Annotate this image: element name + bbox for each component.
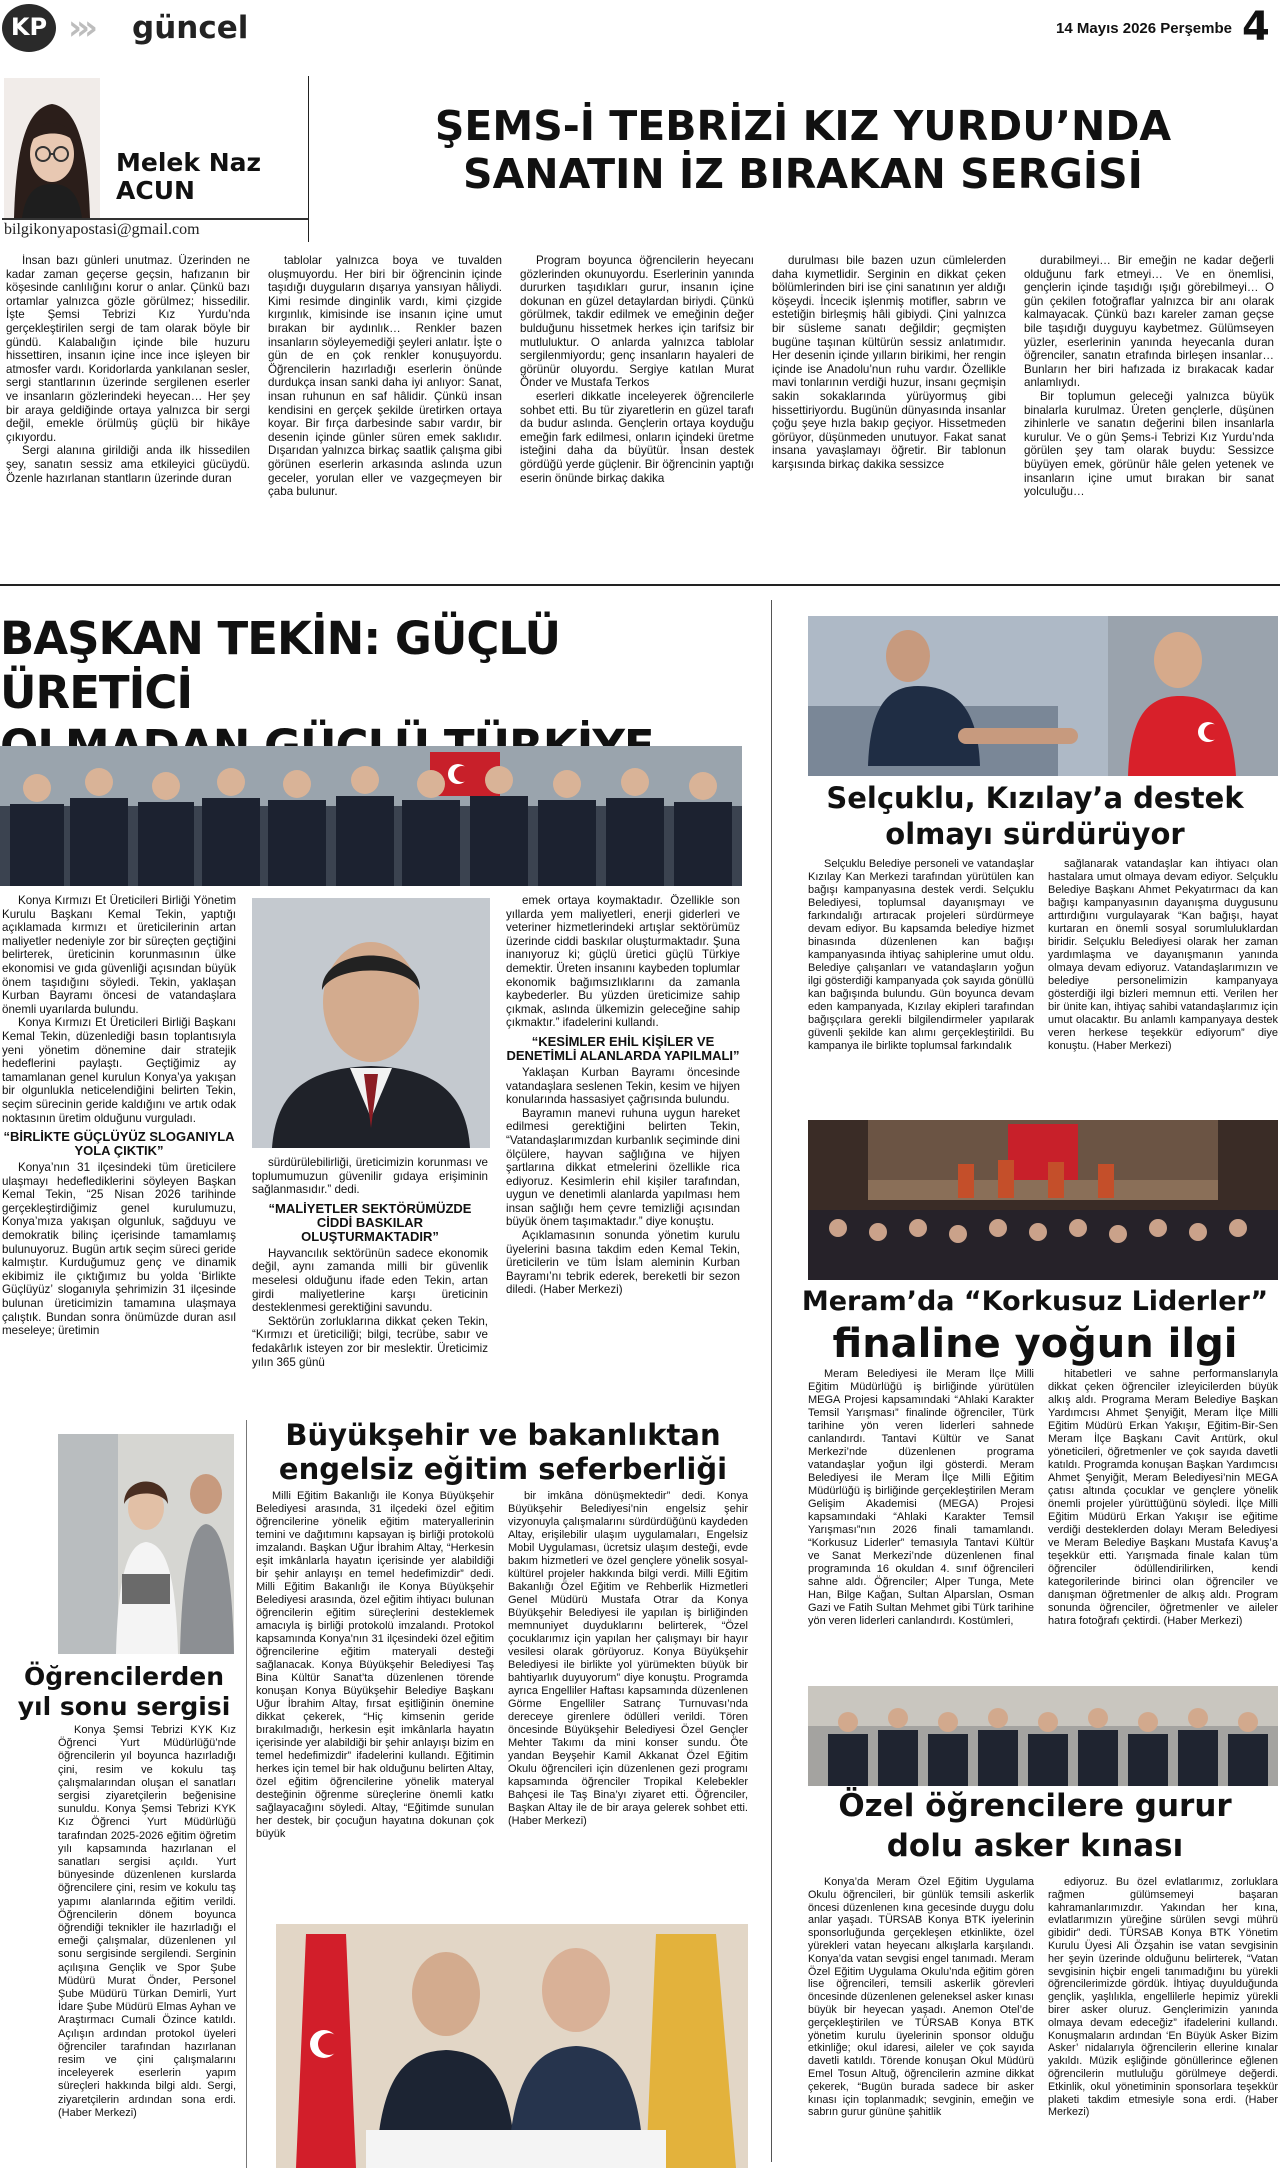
paragraph: Bir toplumun geleceği yalnızca büyük binalarla kurulmaz. Üreten gençlerle, düşünen zihinlerle ve sanatın değerini bilen insanlarla kurulur. Ve o gün Şems-i Tebrizi Kız Yurdu’nda görülen şey tam olarak buydu: Sessizce büyüyen emek, görünür hâle gelen yetenek ve insanların içine umut bırakan bir sanat yolculuğu…	[1024, 389, 1274, 499]
author-email: bilgikonyapostasi@gmail.com	[4, 221, 200, 238]
article5-col2	[508, 1490, 748, 1910]
article7-title-line1: Özel öğrencilere gurur	[838, 1788, 1232, 1824]
paragraph: Selçuklu Belediye personeli ve vatandaşlar Kızılay Kan Merkezi tarafından yürütülen kan bağışı kampanyasına destek verdi. Selçuklu Belediyesi, toplumsal dayanışmayı ve farkındalığı artıracak projeleri sürdürmeye devam ediyor. Bu kapsamda belediye hizmet binasında düzenlenen kan bağışı kampanyasında ihtiyaç sahiplerine umut oldu. Belediye çalışanları ve vatandaşların yoğun ilgi gösterdiği kampanyada çok sayıda gönüllü kan bağışında bulundu. Gün boyunca devam eden kampanyada, Kızılay ekipleri tarafından bağışçılara gerekli bilgilendirmeler yapılarak güvenli şekilde kan alımı gerçekleştirildi. Bu kampanya ile birlikte toplumsal farkındalık	[808, 858, 1034, 1052]
article1-title-line1: ŞEMS-İ TEBRİZİ KIZ YURDU’NDA	[434, 102, 1172, 150]
article7-col2	[1048, 1876, 1278, 2166]
subheading: “KESİMLER EHİL KİŞİLER VE DENETİMLİ ALANLARDA YAPILMALI”	[506, 1033, 740, 1063]
article5-title-line1: Büyükşehir ve bakanlıktan	[285, 1418, 721, 1452]
article2-title-line1: BAŞKAN TEKİN: GÜÇLÜ ÜRETİCİ	[0, 612, 561, 719]
paragraph: Yaklaşan Kurban Bayramı öncesinde vatandaşlara seslenen Tekin, kesim ve hijyen konularında hassasiyet çağrısında bulundu.	[506, 1065, 740, 1107]
article5-col1	[256, 1490, 494, 1910]
paragraph: Program boyunca öğrencilerin heyecanı gözlerinden okunuyordu. Eserlerinin yanında dururken taşıdıkları gurur, insanın içine dokunan en güzel detaylardan biriydi. Çünkü görülmek, takdir edilmek ve emeğinin değer bulduğunu hissetmek herkes için tarifsiz bir mutluluktur. O anlarda yalnızca tablolar sergilenmiyordu; genç insanların hayaleri de görünür oluyordu. Sergiye katılan Murat Önder ve Mustafa Terkos	[520, 254, 754, 390]
article1-col1	[6, 254, 250, 576]
article2-col1	[2, 894, 236, 1390]
paragraph: bir imkâna dönüşmektedir” dedi. Konya Büyükşehir Belediyesi’nin engelsiz şehir vizyonuyla çalışmalarını sürdürdüğünü kaydeden Altay, erişilebilir ulaşım uygulamaları, Engelsiz Mobil Uygulaması, ücretsiz ulaşım desteği, evde bakım hizmetleri ve özel gençlere yönelik sosyal-kültürel projeler hakkında bilgi verdi. Milli Eğitim Bakanlığı Özel Eğitim ve Rehberlik Hizmetleri Genel Müdürü Mustafa Otrar da Konya Büyükşehir Belediyesi ile yapılan iş birliğinden memnuniyet duyduklarını belirterek, “Özel çocuklarımız için yapılan her çalışmayı bir hayır vesilesi olarak görüyoruz. Konya Büyükşehir Belediyesi ile birlikte yol yürümekten büyük bir bahtiyarlık duyuyorum” diye konuştu. Programda ayrıca Engelliler Haftası kapsamında düzenlenen Görme Engelliler Satranç Turnuvası’nda dereceye girenlere ödülleri verildi. Tören öncesinde Büyükşehir Belediyesi Özel Gençler Mehter Takımı da mini konser sundu. Öte yandan Beyşehir Kamil Akkanat Özel Eğitim Okulu öğrencileri için düzenlenen gezi programı kapsamında öğrenciler Tropikal Kelebekler Bahçesi ile Taş Bina’yı ziyaret etti. Öğrenciler, Başkan Altay ile de bir araya gelerek sohbet etti. (Haber Merkezi)	[508, 1490, 748, 1827]
asker-kinasi-group-photo	[808, 1686, 1278, 1786]
paragraph: Milli Eğitim Bakanlığı ile Konya Büyükşehir Belediyesi arasında, 31 ilçedeki özel eğitim öğrencilerine yönelik eğitim materyallerinin temini ve dağıtımını kapsayan iş birliği protokolü imzalandı. Başkan Uğur İbrahim Altay, “Herkesin eşit imkânlarla hayatın içerisinde yer alabildiği bir şehir anlayışı en temel hedefimizdir” dedi. Milli Eğitim Bakanlığı ile Konya Büyükşehir Belediyesi arasında, özel eğitim ihtiyacı bulunan öğrencilerin eğitim süreçlerini desteklemek amacıyla iş birliği protokolü imzalandı. Protokol kapsamında Konya’nın 31 ilçesindeki özel eğitim öğrencilerine eğitim materyali desteği sağlanacak. Konya Büyükşehir Belediyesi Taş Bina Kültür Sanat’ta düzenlenen törende konuşan Konya Büyükşehir Belediye Başkanı Uğur İbrahim Altay, fırsat eşitliğinin önemine dikkat çekerek, “Hiç kimsenin geride bırakılmadığı, herkesin eşit imkânlarla hayatın içerisinde yer alabildiği bir şehir anlayışı bizim en temel hedefimizdir” ifadelerini kullandı. Eğitimin herkes için temel bir hak olduğunu belirten Altay, özel eğitim öğrencilerine yönelik materyal desteğinin öğrenme süreçlerine önemli katkı sağlayacağını söyledi. Altay, “Eğitimde sunulan her destek, bir çocuğun hayatına dokunan çok büyük	[256, 1490, 494, 1840]
paragraph: Açıklamasının sonunda yönetim kurulu üyelerini basına takdim eden Kemal Tekin, üreticilerin ve tüm İslam aleminin Kurban Bayramı’nı tebrik ederek, bereketli bir sezon diledi. (Haber Merkezi)	[506, 1229, 740, 1297]
subheading: “BİRLİKTE GÜÇLÜYÜZ SLOGANIYLA YOLA ÇIKTIK”	[3, 1129, 235, 1159]
article5-title	[256, 1418, 750, 1486]
article5-title-line2: engelsiz eğitim seferberliği	[278, 1452, 728, 1486]
article4-title-line2: finaline yoğun ilgi	[832, 1321, 1238, 1367]
article4-title-line1: Meram’da “Korkusuz Liderler”	[801, 1286, 1269, 1317]
korkusuz-liderler-stage-photo	[808, 1120, 1278, 1280]
article1-title-line2: SANATIN İZ BIRAKAN SERGİSİ	[463, 150, 1143, 198]
paragraph: İnsan bazı günleri unutmaz. Üzerinden ne kadar zaman geçerse geçsin, hafızanın bir köşesinde canlılığını korur o anlar. Çünkü bazı ortamlar yalnızca gözle görülmez; hissedilir. İşte Şemsi Tebrizi Kız Yurdu’nda gerçekleştirilen sergi de tam olarak böyle bir gündü. Kalabalığın içinde bile huzuru hissettiren, insanın içine ince ince işleyen bir atmosfer vardı. Koridorlarda yankılanan sesler, sergi stantlarının üzerinde sergilenen eserler ve insanların gözlerindeki heyecan… Her şey bir araya geldiğinde ortaya yalnızca bir sergi değil, emekle örülmüş güçlü bir hikâye çıkıyordu.	[6, 254, 250, 444]
masthead	[0, 0, 1280, 56]
article3-col1	[808, 858, 1034, 1098]
kemal-tekin-portrait	[252, 898, 490, 1148]
kp-logo-text: KP	[10, 13, 48, 41]
paragraph: sürdürülebilirliği, üreticimizin korunması ve toplumumuzun güvenilir gıdaya erişiminin sağlanmasıdır.” dedi.	[252, 1156, 488, 1197]
paragraph: Sergi alanına girildiği anda ilk hissedilen şey, sanatın sessiz ama etkileyici gücüydü. Özenle hazırlanan stantların üzerinde duran	[6, 444, 250, 485]
section-name: güncel	[132, 10, 249, 46]
author-surname: ACUN	[116, 176, 195, 205]
author-box-line	[2, 218, 308, 220]
page-number: 4	[1242, 4, 1270, 50]
paragraph: Bayramın manevi ruhuna uygun hareket edilmesi gerektiğini belirten Tekin, “Vatandaşlarımızdan kurbanlık seçiminde dini ölçülere, hayvan sağlığına ve hijyen şartlarına dikkat etmelerini özellikle rica ediyoruz. Kesimlerin ehil kişiler tarafından, uygun ve denetimli alanlarda yapılması hem insan sağlığı hem çevre temizliği açısından büyük önem taşımaktadır.” diye konuştu.	[506, 1106, 740, 1229]
paragraph: emek ortaya koymaktadır. Özellikle son yıllarda yem maliyetleri, enerji giderleri ve veteriner hizmetlerindeki artışlar sektörümüz üzerinde ciddi baskılar oluşturmaktadır. Şuna inanıyoruz ki; güçlü üretici güçlü Türkiye demektir. Üreten insanını kaybeden toplumlar ekonomik bağımsızlıklarını da zamanla kaybederler. Bu yüzden üreticimize sahip çıkmak, aslında ülkemizin geleceğine sahip çıkmaktır.” ifadelerini kullandı.	[506, 894, 740, 1030]
article7-col1	[808, 1876, 1034, 2166]
paragraph: Konya’da Meram Özel Eğitim Uygulama Okulu öğrencileri, bir günlük temsili askerlik öncesi düzenlenen kına gecesinde duygu dolu anlar yaşadı. TÜRSAB Konya BTK iyelerinin sponsorluğunda gerçekleşen etkinlikte, özel yürekleri vatan heyecanı alkışlarla karşılandı. Konya’da vatan sevgisi engel tanımadı. Meram Özel Eğitim Uygulama Okulu’nda eğitim gören lise öğrencileri, temsili askerlik görevleri öncesinde düzenlenen geleneksel asker kınası büyük bir heyecan yaşadı. Anemon Otel’de gerçekleştirilen ve TÜRSAB Konya BTK yönetim kurulu üyelerinin sponsor olduğu etkinliğe; okul idaresi, aileler ve çok sayıda davetli katıldı. Törende konuşan Okul Müdürü Emel Tosun Altuğ, öğrencilerin azmine dikkat çekerek, “Bugün burada sadece bir asker kınası için toplanmadık; sevginin, emeğin ve sabrın gurur gününe şahitlik	[808, 1876, 1034, 2119]
issue-date: 14 Mayıs 2026 Perşembe	[1056, 20, 1232, 37]
article6-title-line1: Öğrencilerden	[23, 1662, 225, 1691]
exhibition-photo	[58, 1434, 234, 1654]
article7-title-line2: dolu asker kınası	[886, 1828, 1184, 1864]
author-box-right-rule	[308, 76, 309, 242]
paragraph: Konya Kırmızı Et Üreticileri Birliği Yönetim Kurulu Başkanı Kemal Tekin, yaptığı açıklamada kırmızı et üreticilerinin artan maliyetler nedeniyle zor bir süreçten geçtiğini belirterek, üreticinin korunmasının ülke ekonomisi ve gıda güvenliği açısından büyük önem taşıdığını söyledi. Tekin, yaklaşan Kurban Bayramı öncesi de vatandaşlara önemli uyarılarda bulundu.	[2, 894, 236, 1016]
author-photo	[4, 78, 100, 218]
paragraph: sağlanarak vatandaşlar kan ihtiyacı olan hastalara umut olmaya devam ediyor. Selçuklu Belediye Başkanı Ahmet Pekyatırmacı da kan bağışı kampanyasının dayanışma duygusunu arttırdığını vurgulayarak “Kan bağışı, hayat kurtaran en önemli sosyal sorumluluklardan biridir. Selçuklu Belediyesi olarak her zaman yardımlaşma ve dayanışmanın yanında olmaya devam ediyoruz. Vatandaşlarımızın ve belediye personelimizin kampanyaya gösterdiği ilgi bizleri memnun etti. Verilen her bir ünite kan, ihtiyaç sahibi vatandaşlarımız için umut olacaktır. Bu anlamlı kampanyaya destek veren herkese teşekkür ediyorum” diye konuştu. (Haber Merkezi)	[1048, 858, 1278, 1052]
kizilay-blood-donation-photo	[808, 616, 1278, 776]
vertical-column-rule	[771, 600, 772, 2162]
paragraph: Konya’nın 31 ilçesindeki tüm üreticilere ulaşmayı hedeflediklerini söyleyen Başkan Kemal Tekin, “25 Nisan 2026 tarihinde gerçekleştirdiğimiz genel kurulumuzu, Konya’mıza yakışan olgunluk, sağduyu ve demokratik bilinç içerisinde tamamlamış bulunuyoruz. Bugün artık seçim süreci geride kalmıştır. Kurduğumuz genç ve dinamik ekibimiz ile çıktığımız bu yolda ‘Birlikte Güçlüyüz’ sloganıyla şehrimizin 31 ilçesinde bulunan üreticimizin tamamına ulaşmaya çalıştık. Bundan sonra önümüzde duran asıl meseleye; üretimin	[2, 1161, 236, 1338]
paragraph: eserleri dikkatle inceleyerek öğrencilerle sohbet etti. Bu tür ziyaretlerin en güzel tarafı da budur aslında. Gençlerin ortaya koyduğu emeğin fark edilmesi, onların içindeki üretme isteğini daha da büyütür. İnsan destek gördüğü yerde güçlenir. Bir öğrencinin yaptığı eserin önünde birkaç dakika	[520, 389, 754, 485]
paragraph: Sektörün zorluklarına dikkat çeken Tekin, “Kırmızı et üreticiliği; bilgi, tecrübe, sabır ve fedakârlık isteyen zor bir meslektir. Üreticimiz yılın 365 günü	[252, 1314, 488, 1369]
paragraph: durabilmeyi… Bir emeğin ne kadar değerli olduğunu fark etmeyi… Ve en önemlisi, gençlerin içinde taşıdığı ışığı görebilmeyi… O gün çekilen fotoğraflar yalnızca bir anı olarak kalmayacak. Çünkü bazı kareler zaman geçse bile taşıdığı duyguyu kaybetmez. Gülümseyen yüzler, eserlerinin yanında heyecanla duran öğrenciler, sanatın etrafında birleşen insanlar… Bunların her biri hafızada iz bırakacak kadar anlamlıydı.	[1024, 254, 1274, 390]
article6-body	[58, 1724, 236, 2164]
article3-title-line1: Selçuklu, Kızılay’a destek	[826, 781, 1244, 815]
paragraph: Meram Belediyesi ile Meram İlçe Milli Eğitim Müdürlüğü iş birliğinde yürütülen MEGA Projesi kapsamındaki “Ahlaki Karakter Temsil Yarışması” finalinde öğrenciler, Türk tarihine yön veren liderleri sahnede canlandırdı. Tantavi Kültür ve Sanat Merkezi’nde düzenlenen programa vatandaşlar yoğun ilgi gösterdi. Meram Belediyesi ile Meram İlçe Milli Eğitim Müdürlüğü iş birliğinde gerçekleştirilen Meram Gelişim Akademisi (MEGA) Projesi kapsamındaki “Ahlaki Karakter Temsil Yarışması”nın 2026 finali tamamlandı. “Korkusuz Liderler” temasıyla Tantavi Kültür ve Sanat Merkezi’nde düzenlenen final programında 16 okuldan 4. sınıf öğrencileri sahne aldı. Öğrenciler; Alper Tunga, Mete Han, Bilge Kağan, Sultan Alparslan, Osman Gazi ve Fatih Sultan Mehmet gibi Türk tarihine yön veren liderleri canlandırdı. Kostümleri,	[808, 1368, 1034, 1627]
article4-col1	[808, 1368, 1034, 1648]
article1-col5	[1024, 254, 1274, 576]
paragraph: tablolar yalnızca boya ve tuvalden oluşmuyordu. Her biri bir öğrencinin içinde taşıdığı duyguların dışarıya yansıyan hâliydi. Kimi resimde dinginlik vardı, kimi çizgide kırgınlık, kimisinde ise insanın içine umut bırakan bir aydınlık… Renkler bazen insanların söyleyemediği şeyleri anlatır. İşte o gün de en çok renkler konuşuyordu. Öğrencilerin hazırladığı eserlerin önünde durdukça insan sanki daha iyi anlıyor: Sanat, insan ruhunun en saf hâlidir. Çünkü insan kendisini en gerçek şekilde üretirken ortaya koyar. Bir fırça darbesinde sabır vardır, bir desenin içinde günler süren emek saklıdır. Dışarıdan yalnızca birkaç saatlik çalışma gibi görünen eserlerin arkasında aslında uzun geceler, yorulan eller ve vazgeçmeyen bir çaba bulunur.	[268, 254, 502, 499]
article7-title	[790, 1786, 1280, 1866]
paragraph: durulması bile bazen uzun cümlelerden daha kıymetlidir. Serginin en dikkat çeken bölümlerinden biri ise çini sanatının yer aldığı köşeydi. İncecik işlenmiş motifler, sabrın ve estetiğin birleşmiş hâli gibiydi. Çini yalnızca bir süsleme sanatı değildir; geçmişten bugüne taşınan kültürün sessiz anlatımıdır. Her desenin içinde yılların birikimi, her rengin içinde ise Anadolu’nun ruhu vardır. Özellikle mavi tonlarının verdiği huzur, insanı geçmişin sakin sokaklarında yürüyormuş gibi hissettiriyordu. Bugünün dünyasında insanlar çoğu şeye hızla bakıp geçiyor. Hissetmeden görüyor, düşünmeden unutuyor. Fakat sanat insana yavaşlamayı öğretir. Bir tablonun karşısında birkaç dakika sessizce	[772, 254, 1006, 471]
article2-col3	[506, 894, 740, 1390]
article1-col2	[268, 254, 502, 576]
article1-col3	[520, 254, 754, 576]
protocol-signing-photo	[276, 1924, 748, 2168]
article4-col2	[1048, 1368, 1278, 1648]
paragraph: Konya Şemsi Tebrizi KYK Kız Öğrenci Yurt Müdürlüğü’nde öğrencilerin yıl boyunca hazırladığı çini, resim ve kokulu taş çalışmalarından oluşan el sanatları sergisi ziyaretçilerin beğenisine sunuldu. Konya Şemsi Tebrizi KYK Kız Öğrenci Yurt Müdürlüğü tarafından 2025-2026 eğitim öğretim yılı kapsamında hazırlanan el sanatları sergisi açıldı. Yurt bünyesinde düzenlenen kurslarda öğrencilere çini, resim ve kokulu taş yapımı alanlarında eğitim verildi. Öğrencilerin dönem boyunca öğrendiği teknikler ile hazırladığı el emeği çalışmalar, düzenlenen yıl sonu sergisinde sergilendi. Serginin açılışına Gençlik ve Spor Şube Müdürü Murat Önder, Personel Şube Müdürü Türkan Demirli, Yurt İdare Şube Müdürü Elmas Ayhan ve Araştırmacı Cumali Özince katıldı. Açılışın ardından protokol üyeleri öğrenciler tarafından hazırlanan resim ve çini çalışmalarını inceleyerek eserlerin yapım süreçleri hakkında bilgi aldı. Sergi, ziyaretçilerin ardından sona erdi. (Haber Merkezi)	[58, 1724, 236, 2119]
subheading: “MALİYETLER SEKTÖRÜMÜZDE CİDDİ BASKILAR OLUŞTURMAKTADIR”	[268, 1200, 472, 1244]
article1-col4	[772, 254, 1006, 576]
paragraph: hitabetleri ve sahne performanslarıyla dikkat çeken öğrenciler izleyicilerden büyük alkış aldı. Programa Meram Belediye Başkan Yardımcısı Ahmet Şenyiğit, Meram İlçe Milli Eğitim Müdürü Erkan Yakışır, Eğitim-Bir-Sen Meram İlçe Başkanı Cavit Arıtürk, okul yöneticileri, öğretmenler ve çok sayıda davetli katıldı. Programda konuşan Başkan Yardımcısı Ahmet Şenyiğit, Meram Belediyesi’nin MEGA çatısı altında çocuklar ve gençlere yönelik önemli projeler yürüttüğünü söyledi. İlçe Milli Eğitim Müdürü Erkan Yakışır ise eğitime verdiği desteklerden dolayı Meram Belediyesi ve Meram Belediye Başkanı Mustafa Kavuş’a teşekkür etti. Yarışmada finale kalan tüm öğrenciler ödüllendirilirken, kendi kategorilerinde birinci olan öğrenciler ve danışman öğretmenler de alkış aldı. Program sonunda öğrenciler, öğretmenler ve aileler hatıra fotoğrafı çektirdi. (Haber Merkezi)	[1048, 1368, 1278, 1627]
article3-title-line2: olmayı sürdürüyor	[885, 817, 1185, 851]
article4-title	[790, 1284, 1280, 1368]
article6-title-line2: yıl sonu sergisi	[17, 1692, 231, 1721]
article1-title	[330, 102, 1276, 198]
article2-group-photo	[0, 746, 742, 886]
article3-col2	[1048, 858, 1278, 1098]
paragraph: Hayvancılık sektörünün sadece ekonomik değil, aynı zamanda milli bir güvenlik meselesi olduğunu ifade eden Tekin, artan girdi maliyetlerine karşı üreticinin desteklenmesi gerektiğini savundu.	[252, 1246, 488, 1315]
paragraph: ediyoruz. Bu özel evlatlarımız, zorluklara rağmen gülümsemeyi başaran kahramanlarımızdır. Yakından her kına, evlatlarımızın yüreğine sürülen sevgi mührü gibidir” dedi. TÜRSAB Konya BTK Yönetim Kurulu Üyesi Ali Özşahin ise vatan sevgisinin her şeyin üzerinde olduğunu belirterek, “Vatan sevgisinin hiçbir engeli tanımadığını bu yürekli öğrencilerimizde gördük. İhtiyaç duyulduğunda gençlik, yaşlılıkla, engellilerle hepimiz yürekli birer asker oluruz. Gençlerimizin yanında olmaya devam edeceğiz” ifadelerini kullandı. Konuşmaların ardından ‘En Büyük Asker Bizim Asker’ nidalarıyla öğrencilerin ellerine kınalar yakıldı. Müzik eşliğinde gönüllerince eğlenen öğrencilerin mutluluğu görülmeye değerdi. Etkinlik, okul yönetiminin sponsorlara teşekkür plaketi takdim etmesiyle sona erdi. (Haber Merkezi)	[1048, 1876, 1278, 2119]
author-name: Melek Naz	[116, 148, 262, 177]
article2-col2	[252, 1156, 488, 1390]
chevrons-icon: ›››	[68, 8, 93, 48]
article1-bottom-rule	[0, 584, 1280, 586]
article6-right-rule	[246, 1420, 247, 2168]
article6-title	[0, 1662, 248, 1722]
paragraph: Konya Kırmızı Et Üreticileri Birliği Başkanı Kemal Tekin, düzenlediği basın toplantısıyla yeni yönetim dönemine dair stratejik hedeflerini paylaştı. Geçtiğimiz ay tamamlanan genel kurulun Konya’ya yakışan bir olgunlukla neticelendiğini belirten Tekin, seçim sürecinin geride kaldığını ve artık odak noktasının üretim olduğunu vurguladı.	[2, 1016, 236, 1125]
article3-title	[790, 780, 1280, 852]
